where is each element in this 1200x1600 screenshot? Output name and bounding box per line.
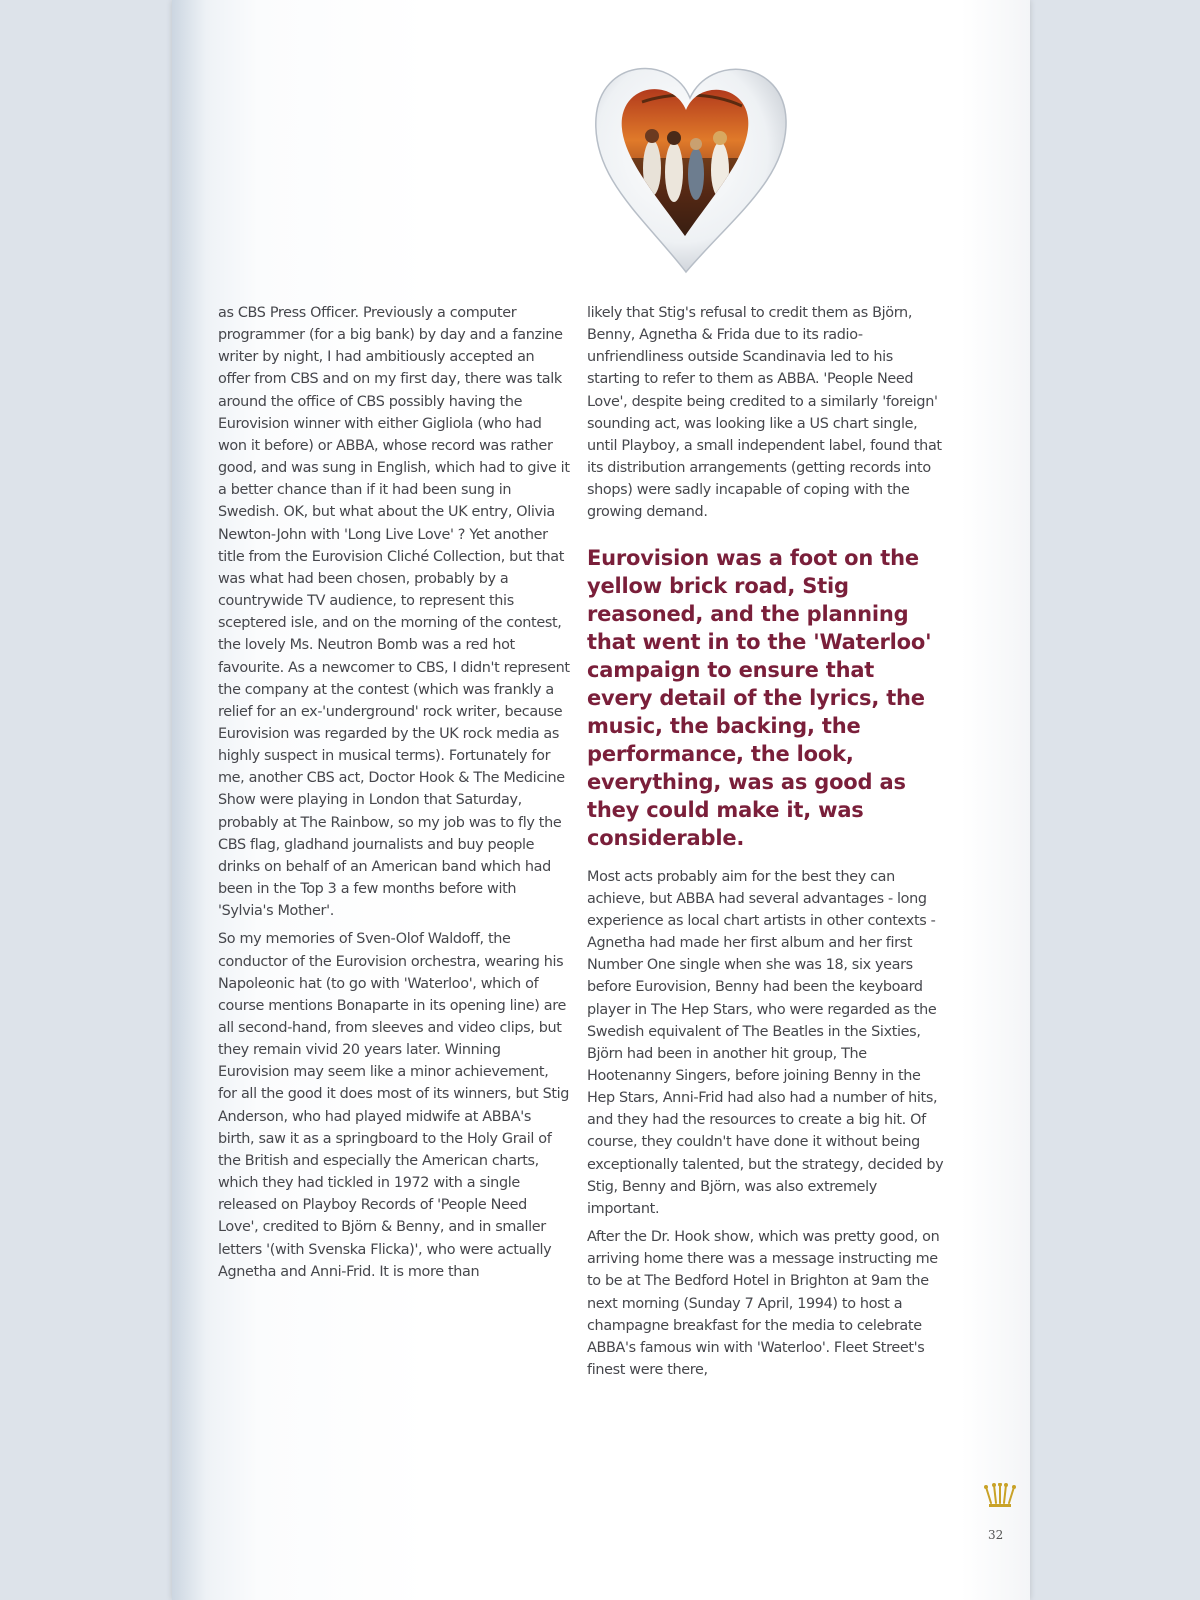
crown-icon — [978, 1483, 1022, 1511]
article-left-column — [218, 302, 570, 1283]
right-paragraph-1: likely that Stig's refusal to credit them as Björn, Benny, Agnetha & Frida due to its radio-unfriendliness outside Scandinavia led to his starting to refer to them as ABBA. 'People Need Love', despite being credited to a similarly 'foreign' sounding act, was looking like a US chart single, until Playboy, a small independent label, found that its distribution arrangements (getting records into shops) were sadly incapable of coping with the growing demand. — [587, 305, 942, 521]
left-paragraph-1: as CBS Press Officer. Previously a computer programmer (for a big bank) by day and a fanzine writer by night, I had ambitiously accepted an offer from CBS and on my first day, there was talk around the office of CBS possibly having the Eurovision winner with either Gigliola (who had won it before) or ABBA, whose record was rather good, and was sung in English, which had to give it a better chance than if it had been sung in Swedish. OK, but what about the UK entry, Olivia Newton-John with 'Long Live Love' ? Yet another title from the Eurovision Cliché Collection, but that was what had been chosen, probably by a countrywide TV audience, to represent this sceptered isle, and on the morning of the contest, the lovely Ms. Neutron Bomb was a red hot favourite. As a newcomer to CBS, I didn't represent the company at the contest (which was frankly a relief for an ex-'underground' rock writer, because Eurovision was regarded by the UK rock media as highly suspect in musical terms). Fortunately for me, another CBS act, Doctor Hook & The Medicine Show were playing in London that Saturday, probably at The Rainbow, so my job was to fly the CBS flag, gladhand journalists and buy people drinks on behalf of an American band which had been in the Top 3 a few months before with 'Sylvia's Mother'. — [218, 305, 570, 920]
pull-quote: Eurovision was a foot on the yellow brick road, Stig reasoned, and the planning that went in to the 'Waterloo' campaign to ensure that every detail of the lyrics, the music, the backing, the performance, the look, everything, was as good as they could make it, was considerable. — [587, 545, 932, 850]
article-right-column — [587, 302, 945, 1381]
right-paragraph-2: Most acts probably aim for the best they can achieve, but ABBA had several advantages - long experience as local chart artists in other contexts - Agnetha had made her first album and her first Number One single when she was 18, six years before Eurovision, Benny had been the keyboard player in The Hep Stars, who were regarded as the Swedish equivalent of The Beatles in the Sixties, Björn had been in another hit group, The Hootenanny Singers, before joining Benny in the Hep Stars, Anni-Frid had also had a number of hits, and they had the resources to create a big hit. Of course, they couldn't have done it without being exceptionally talented, but the strategy, decided by Stig, Benny and Björn, was also extremely important. — [587, 868, 944, 1217]
page-number: 32 — [988, 1528, 1004, 1542]
heart-photo-cushion — [582, 40, 802, 280]
right-paragraph-3: After the Dr. Hook show, which was pretty good, on arriving home there was a message instructing me to be at The Bedford Hotel in Brighton at 9am the next morning (Sunday 7 April, 1994) to host a champagne breakfast for the media to celebrate ABBA's famous win with 'Waterloo'. Fleet Street's finest were there, — [587, 1229, 940, 1378]
left-paragraph-2: So my memories of Sven-Olof Waldoff, the conductor of the Eurovision orchestra, wearing his Napoleonic hat (to go with 'Waterloo', which of course mentions Bonaparte in its opening line) are all second-hand, from sleeves and video clips, but they remain vivid 20 years later. Winning Eurovision may seem like a minor achievement, for all the good it does most of its winners, but Stig Anderson, who had played midwife at ABBA's birth, saw it as a springboard to the Holy Grail of the British and especially the American charts, which they had tickled in 1972 with a single released on Playboy Records of 'People Need Love', credited to Björn & Benny, and in smaller letters '(with Svenska Flicka)', who were actually Agnetha and Anni-Frid. It is more than — [218, 931, 570, 1280]
